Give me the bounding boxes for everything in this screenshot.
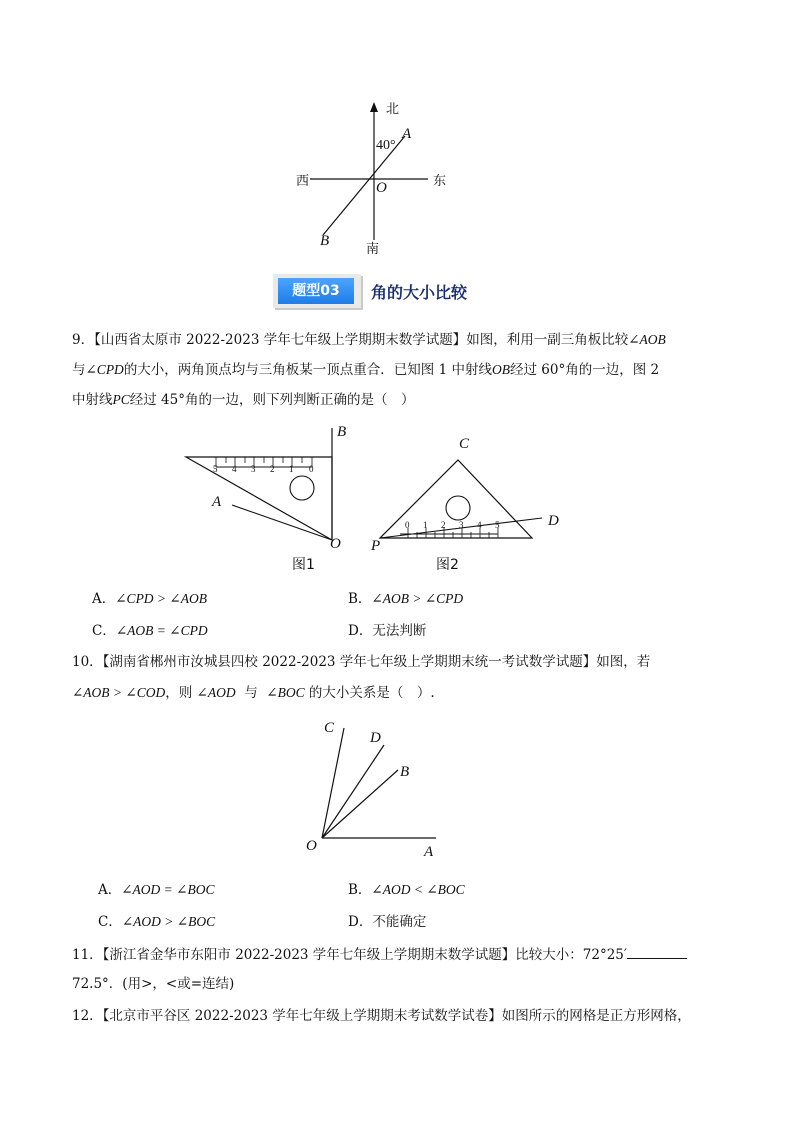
q10-point-a: A [424,844,434,860]
fig2-tick-2: 2 [441,520,446,530]
q9-option-b[interactable] [348,589,463,609]
q10-option-b-text: ∠AOD < ∠BOC [371,882,465,897]
q10-option-c[interactable] [98,912,215,932]
fig2-caption: 图2 [436,557,459,573]
q9-line2 [72,360,659,380]
q10-point-c: C [324,720,335,736]
q9-option-d[interactable] [348,621,426,641]
q10-line2-c: 的大小关系是（ ）. [308,685,435,701]
q12-line1: 12．【北京市平谷区 2022-2023 学年七年级上学期期末考试数学试卷】如图所示的网格是正方形网格， [72,1008,691,1024]
fig1-tick-3: 3 [251,464,256,474]
fig1-point-o: O [330,536,341,552]
fig2-tick-1: 1 [423,520,428,530]
q9-option-c[interactable] [92,621,208,641]
fig1-tick-4: 4 [232,464,237,474]
q9-line2-a: 与 [72,362,86,378]
north-label: 北 [386,102,400,117]
q9-option-b-label: B． [348,591,372,607]
fig2-tick-4: 4 [477,520,482,530]
q10-line2-b: 与 [244,685,258,701]
fig1-tick-0: 0 [309,464,314,474]
point-b-label: B [320,233,330,249]
q9-math-cpd: ∠CPD [85,362,124,377]
fig1-tick-1: 1 [289,464,294,474]
q9-option-d-label: D． [348,623,373,639]
q10-line2 [72,683,435,703]
q11-line1-text: 11．【浙江省金华市东阳市 2022-2023 学年七年级上学期期末数学试题】比较大小：72°25′ [72,947,627,963]
section-header [273,272,513,310]
q9-math-pc: PC [112,392,130,407]
q9-option-c-label: C． [92,623,116,639]
west-label: 西 [296,174,310,189]
fig2-point-c: C [459,436,470,452]
fig2-tick-0: 0 [405,520,410,530]
point-a-label: A [402,126,412,142]
q9-option-c-text: ∠AOB = ∠CPD [115,623,208,638]
q10-option-c-label: C． [98,914,122,930]
q11-line1 [72,944,687,965]
q9-line1 [72,330,666,350]
q10-option-d-text: 不能确定 [372,914,427,930]
angle-label: 40° [376,138,396,153]
section-title: 角的大小比较 [371,283,468,302]
fig1-tick-2: 2 [270,464,275,474]
fig2-tick-3: 3 [459,520,464,530]
q10-point-d: D [370,730,381,746]
fig1-point-a: A [212,494,222,510]
fig1-point-b: B [337,424,347,440]
east-label: 东 [433,174,447,189]
q10-option-b-label: B． [348,882,372,898]
section-badge [273,274,361,308]
q9-option-a[interactable] [92,589,207,609]
q10-option-b[interactable] [348,880,465,900]
q10-math-aob-cod: ∠AOB > ∠COD [72,685,166,700]
q9-option-a-text: ∠CPD > ∠AOB [115,591,207,606]
south-label: 南 [366,242,380,257]
q9-math-ob: OB [491,362,510,377]
q9-option-b-text: ∠AOB > ∠CPD [371,591,464,606]
q9-line3 [72,390,415,410]
q10-option-d[interactable] [348,912,426,932]
q10-line2-a: ，则 [165,685,193,701]
triangle-ruler-2 [370,434,570,574]
q10-line1: 10．【湖南省郴州市汝城县四校 2022-2023 学年七年级上学期期末统一考试数学试题】如图，若 [72,654,651,670]
fig1-tick-5: 5 [213,464,218,474]
fig2-point-d: D [548,513,559,529]
section-badge-text: 题型03 [278,278,354,304]
q10-option-a-label: A． [98,882,122,898]
q11-answer-blank[interactable] [627,944,687,959]
q9-line3-a: 中射线 [72,392,113,408]
q10-option-d-label: D． [348,914,373,930]
q10-option-a[interactable] [98,880,214,900]
q10-figure [300,718,450,866]
q10-point-b: B [400,764,410,780]
q9-option-a-label: A． [92,591,116,607]
fig2-point-p: P [371,538,381,554]
q10-option-c-text: ∠AOD > ∠BOC [121,914,216,929]
q9-math-aob: ∠AOB [628,332,666,347]
q9-line2-b: 的大小，两角顶点均与三角板某一顶点重合．已知图 1 中射线 [123,362,492,378]
q9-option-d-text: 无法判断 [372,623,427,639]
point-o-label: O [376,180,387,196]
q9-line1-text: 9．【山西省太原市 2022-2023 学年七年级上学期期末数学试题】如图，利用一副三角板比较 [72,332,629,348]
fig1-caption: 图1 [292,557,315,573]
q9-line2-c: 经过 60°角的一边，图 2 [509,362,660,378]
q10-point-o: O [306,838,317,854]
q9-figure-2 [370,434,570,574]
fig2-tick-5: 5 [495,520,500,530]
q11-line2: 72.5°．(用>，<或=连结) [72,976,235,992]
q10-option-a-text: ∠AOD = ∠BOC [121,882,215,897]
q10-math-aod: ∠AOD [196,685,236,700]
compass-figure [290,98,460,258]
q9-line3-b: 经过 45°角的一边，则下列判断正确的是（ ） [129,392,415,408]
q9-figure-1 [180,422,360,572]
q10-math-boc: ∠BOC [266,685,305,700]
